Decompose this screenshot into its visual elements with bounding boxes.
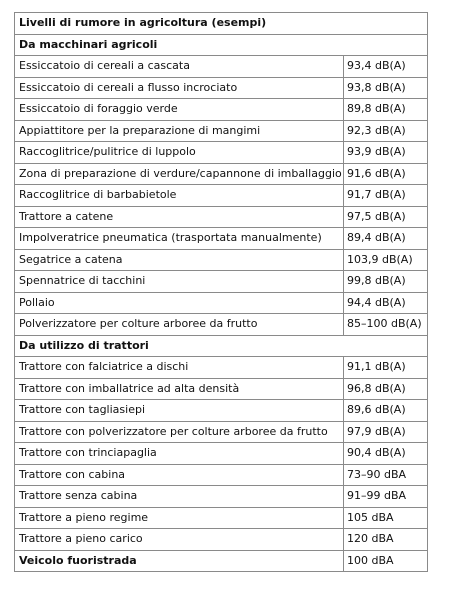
row-label: Trattore a catene xyxy=(15,206,344,228)
row-label: Trattore senza cabina xyxy=(15,486,344,508)
table-row xyxy=(15,228,428,250)
table-row xyxy=(15,486,428,508)
row-value: 93,4 dB(A) xyxy=(344,56,428,78)
row-label: Raccoglitrice/pulitrice di luppolo xyxy=(15,142,344,164)
row-value: 103,9 dB(A) xyxy=(344,249,428,271)
row-value: 97,9 dB(A) xyxy=(344,421,428,443)
row-value: 73–90 dBA xyxy=(344,464,428,486)
table-title-row xyxy=(15,13,428,35)
row-value: 94,4 dB(A) xyxy=(344,292,428,314)
row-label: Trattore con trinciapaglia xyxy=(15,443,344,465)
table-title: Livelli di rumore in agricoltura (esempi) xyxy=(15,13,428,35)
table-row xyxy=(15,142,428,164)
table-row xyxy=(15,550,428,572)
table-row xyxy=(15,529,428,551)
row-value: 100 dBA xyxy=(344,550,428,572)
row-value: 90,4 dB(A) xyxy=(344,443,428,465)
row-label: Appiattitore per la preparazione di mangimi xyxy=(15,120,344,142)
row-label: Trattore con imballatrice ad alta densità xyxy=(15,378,344,400)
table-row xyxy=(15,56,428,78)
row-label: Impolveratrice pneumatica (trasportata manualmente) xyxy=(15,228,344,250)
row-value: 92,3 dB(A) xyxy=(344,120,428,142)
row-label: Trattore a pieno regime xyxy=(15,507,344,529)
row-label: Zona di preparazione di verdure/capannone di imballaggio xyxy=(15,163,344,185)
row-label: Veicolo fuoristrada xyxy=(15,550,344,572)
row-label: Essiccatoio di cereali a cascata xyxy=(15,56,344,78)
table-row xyxy=(15,357,428,379)
table-row xyxy=(15,206,428,228)
noise-levels-table xyxy=(14,12,428,572)
table-row xyxy=(15,400,428,422)
row-label: Trattore con polverizzatore per colture arboree da frutto xyxy=(15,421,344,443)
section-heading: Da macchinari agricoli xyxy=(15,34,428,56)
row-value: 97,5 dB(A) xyxy=(344,206,428,228)
row-value: 89,6 dB(A) xyxy=(344,400,428,422)
table-row xyxy=(15,314,428,336)
row-label: Pollaio xyxy=(15,292,344,314)
table-row xyxy=(15,378,428,400)
row-value: 91,6 dB(A) xyxy=(344,163,428,185)
row-label: Essiccatoio di cereali a flusso incrociato xyxy=(15,77,344,99)
row-value: 85–100 dB(A) xyxy=(344,314,428,336)
table-row xyxy=(15,421,428,443)
row-label: Trattore con tagliasiepi xyxy=(15,400,344,422)
row-value: 93,8 dB(A) xyxy=(344,77,428,99)
section-heading: Da utilizzo di trattori xyxy=(15,335,428,357)
table-row xyxy=(15,443,428,465)
row-label: Polverizzatore per colture arboree da frutto xyxy=(15,314,344,336)
section-heading-row xyxy=(15,335,428,357)
table-row xyxy=(15,292,428,314)
row-value: 99,8 dB(A) xyxy=(344,271,428,293)
table-body xyxy=(15,13,428,572)
row-value: 93,9 dB(A) xyxy=(344,142,428,164)
row-label: Essiccatoio di foraggio verde xyxy=(15,99,344,121)
row-label: Trattore a pieno carico xyxy=(15,529,344,551)
row-value: 91–99 dBA xyxy=(344,486,428,508)
table-row xyxy=(15,185,428,207)
row-value: 91,7 dB(A) xyxy=(344,185,428,207)
row-value: 89,4 dB(A) xyxy=(344,228,428,250)
row-value: 120 dBA xyxy=(344,529,428,551)
row-value: 89,8 dB(A) xyxy=(344,99,428,121)
table-row xyxy=(15,99,428,121)
section-heading-row xyxy=(15,34,428,56)
row-label: Segatrice a catena xyxy=(15,249,344,271)
table-row xyxy=(15,271,428,293)
row-value: 91,1 dB(A) xyxy=(344,357,428,379)
table-row xyxy=(15,120,428,142)
row-value: 105 dBA xyxy=(344,507,428,529)
table-row xyxy=(15,163,428,185)
table-row xyxy=(15,507,428,529)
row-label: Raccoglitrice di barbabietole xyxy=(15,185,344,207)
row-label: Trattore con cabina xyxy=(15,464,344,486)
row-label: Trattore con falciatrice a dischi xyxy=(15,357,344,379)
row-value: 96,8 dB(A) xyxy=(344,378,428,400)
table-row xyxy=(15,249,428,271)
table-row xyxy=(15,77,428,99)
table-row xyxy=(15,464,428,486)
row-label: Spennatrice di tacchini xyxy=(15,271,344,293)
